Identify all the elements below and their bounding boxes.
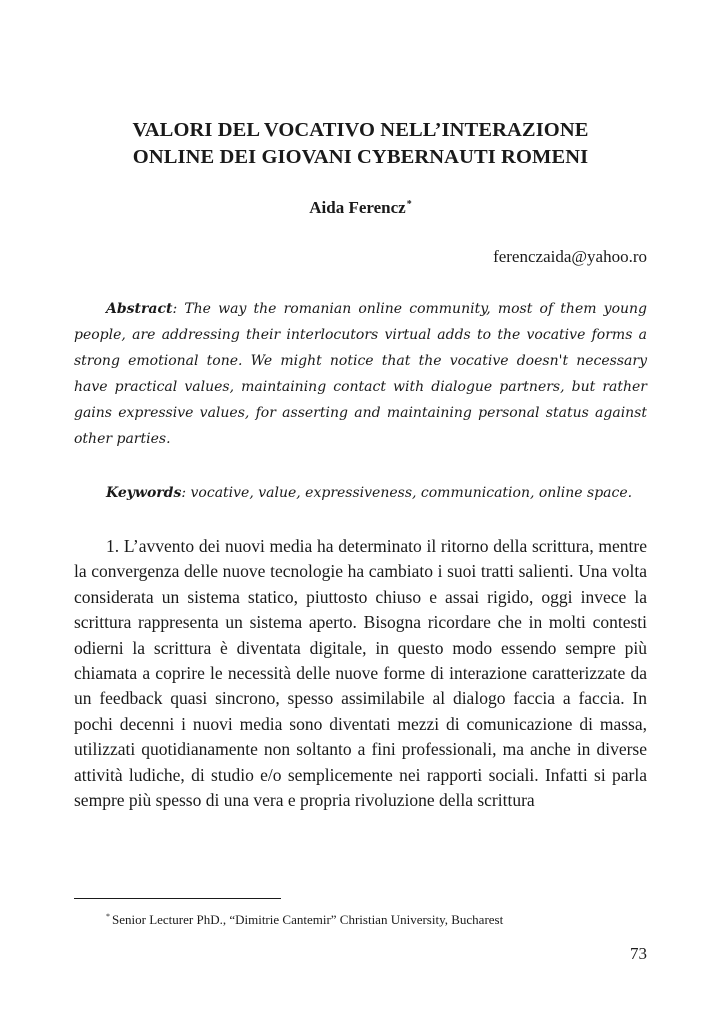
paper-title	[74, 117, 647, 171]
author-email: ferenczaida@yahoo.ro	[493, 247, 647, 266]
abstract-label: Abstract	[106, 301, 173, 317]
title-line-2: ONLINE DEI GIOVANI CYBERNAUTI ROMENI	[132, 146, 589, 168]
title-line-1: VALORI DEL VOCATIVO NELL’INTERAZIONE	[132, 119, 589, 141]
page-number: 73	[630, 944, 647, 963]
body-paragraph: 1. L’avvento dei nuovi media ha determinato il ritorno della scrittura, mentre la convergenza delle nuove tecnologie ha cambiato i suoi tratti salienti. Una volta considerata un sistema statico, piuttosto chiuso e assai rigido, oggi invece la scrittura rappresenta un sistema aperto. Bisogna ricordare che in molti contesti odierni la scrittura è diventata digitale, in questo modo essendo sempre più chiamata a coprire le necessità delle nuove forme di interazione caratterizzate da un feedback quasi sincrono, spesso assimilabile al dialogo faccia a faccia. In pochi decenni i nuovi media sono diventati mezzi di comunicazione di massa, utilizzati quotidianamente non soltanto a fini professionali, ma anche in diverse attività ludiche, di studio e/o semplicemente nei rapporti sociali. Infatti si parla sempre più spesso di una vera e propria rivoluzione della scrittura	[74, 536, 647, 811]
keywords	[74, 481, 647, 505]
abstract	[74, 296, 647, 452]
abstract-text: : The way the romanian online community, most of them young people, are addressing their interlocutors virtual adds to the vocative forms a strong emotional tone. We might notice that the vocative doesn't necessary have practical values, maintaining contact with dialogue partners, but rather gains expressive values, for asserting and maintaining personal status against other parties.	[74, 301, 647, 447]
author-name	[74, 198, 647, 218]
keywords-label: Keywords	[106, 485, 182, 501]
footnote	[106, 912, 503, 928]
author-name-text: Aida Ferencz	[309, 198, 406, 217]
footnote-divider	[74, 898, 281, 899]
keywords-text: : vocative, value, expressiveness, communication, online space.	[181, 485, 633, 501]
footnote-text: Senior Lecturer PhD., “Dimitrie Cantemir” Christian University, Bucharest	[112, 912, 504, 927]
footnote-mark: *	[106, 912, 110, 921]
author-footnote-mark: *	[406, 199, 412, 210]
